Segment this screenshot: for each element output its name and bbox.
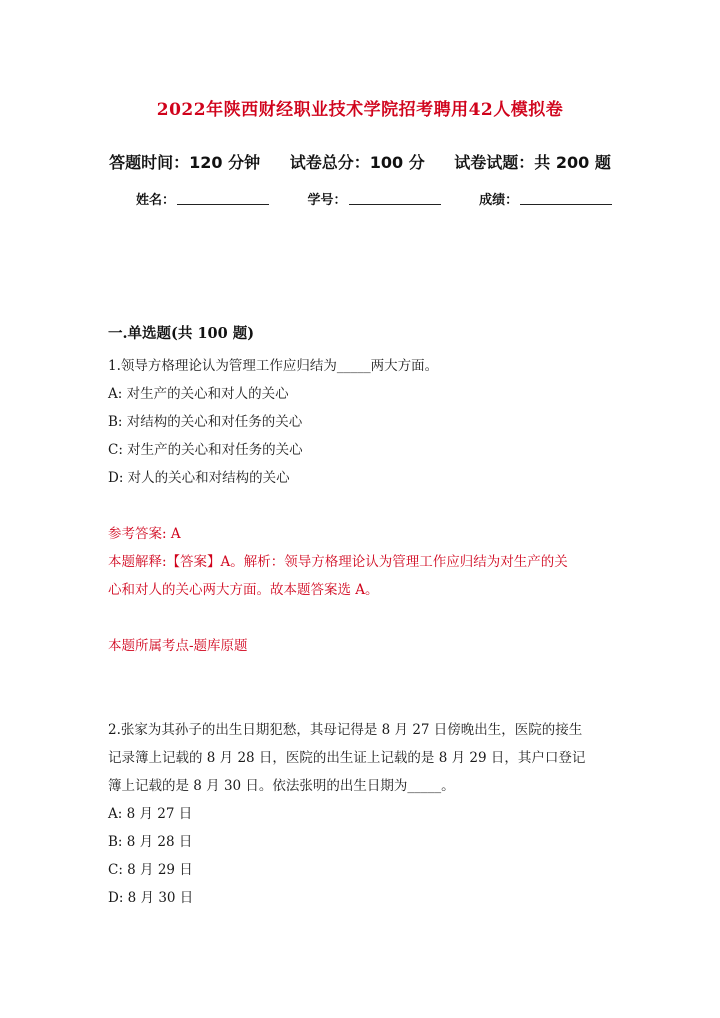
option-a: A: 对生产的关心和对人的关心 [108, 386, 289, 402]
option-c: C: 对生产的关心和对任务的关心 [108, 442, 303, 458]
exam-meta [0, 150, 720, 173]
name-field [136, 189, 269, 208]
question-stem: 1.领导方格理论认为管理工作应归结为_____两大方面。 [108, 358, 439, 374]
option-a: A: 8 月 27 日 [108, 806, 193, 822]
section-title: 一.单选题(共 100 题) [108, 325, 255, 342]
question-1-topic [108, 632, 608, 660]
score-blank [520, 192, 612, 205]
explanation-line: 本题解释:【答案】A。解析：领导方格理论认为管理工作应归结为对生产的关 [108, 554, 568, 570]
score-field [479, 189, 612, 208]
student-fields [136, 189, 612, 208]
exam-time: 答题时间：120 分钟 [109, 153, 261, 172]
option-d: D: 8 月 30 日 [108, 890, 194, 906]
explanation-line: 心和对人的关心两大方面。故本题答案选 A。 [108, 582, 379, 598]
option-d: D: 对人的关心和对结构的关心 [108, 470, 290, 486]
score-label: 成绩： [479, 193, 519, 208]
option-b: B: 对结构的关心和对任务的关心 [108, 414, 303, 430]
question-1 [108, 352, 608, 492]
option-b: B: 8 月 28 日 [108, 834, 193, 850]
topic-text: 本题所属考点-题库原题 [108, 638, 248, 654]
name-label: 姓名： [136, 193, 176, 208]
exam-total-questions: 试卷试题：共 200 题 [454, 153, 611, 172]
question-stem: 记录簿上记载的 8 月 28 日，医院的出生证上记载的是 8 月 29 日，其户口登记 [108, 750, 586, 766]
exam-title: 2022年陕西财经职业技术学院招考聘用42人模拟卷 [156, 100, 564, 120]
student-id-field [308, 189, 441, 208]
option-c: C: 8 月 29 日 [108, 862, 193, 878]
name-blank [177, 192, 269, 205]
answer-text: 参考答案: A [108, 526, 181, 542]
exam-total-score: 试卷总分：100 分 [289, 153, 425, 172]
student-id-label: 学号： [307, 193, 347, 208]
question-stem: 2.张家为其孙子的出生日期犯愁，其母记得是 8 月 27 日傍晚出生，医院的接生 [108, 722, 583, 738]
question-stem: 簿上记载的是 8 月 30 日。依法张明的出生日期为_____。 [108, 778, 455, 794]
student-id-blank [349, 192, 441, 205]
question-1-answer-block [108, 520, 608, 604]
question-2 [108, 716, 608, 912]
